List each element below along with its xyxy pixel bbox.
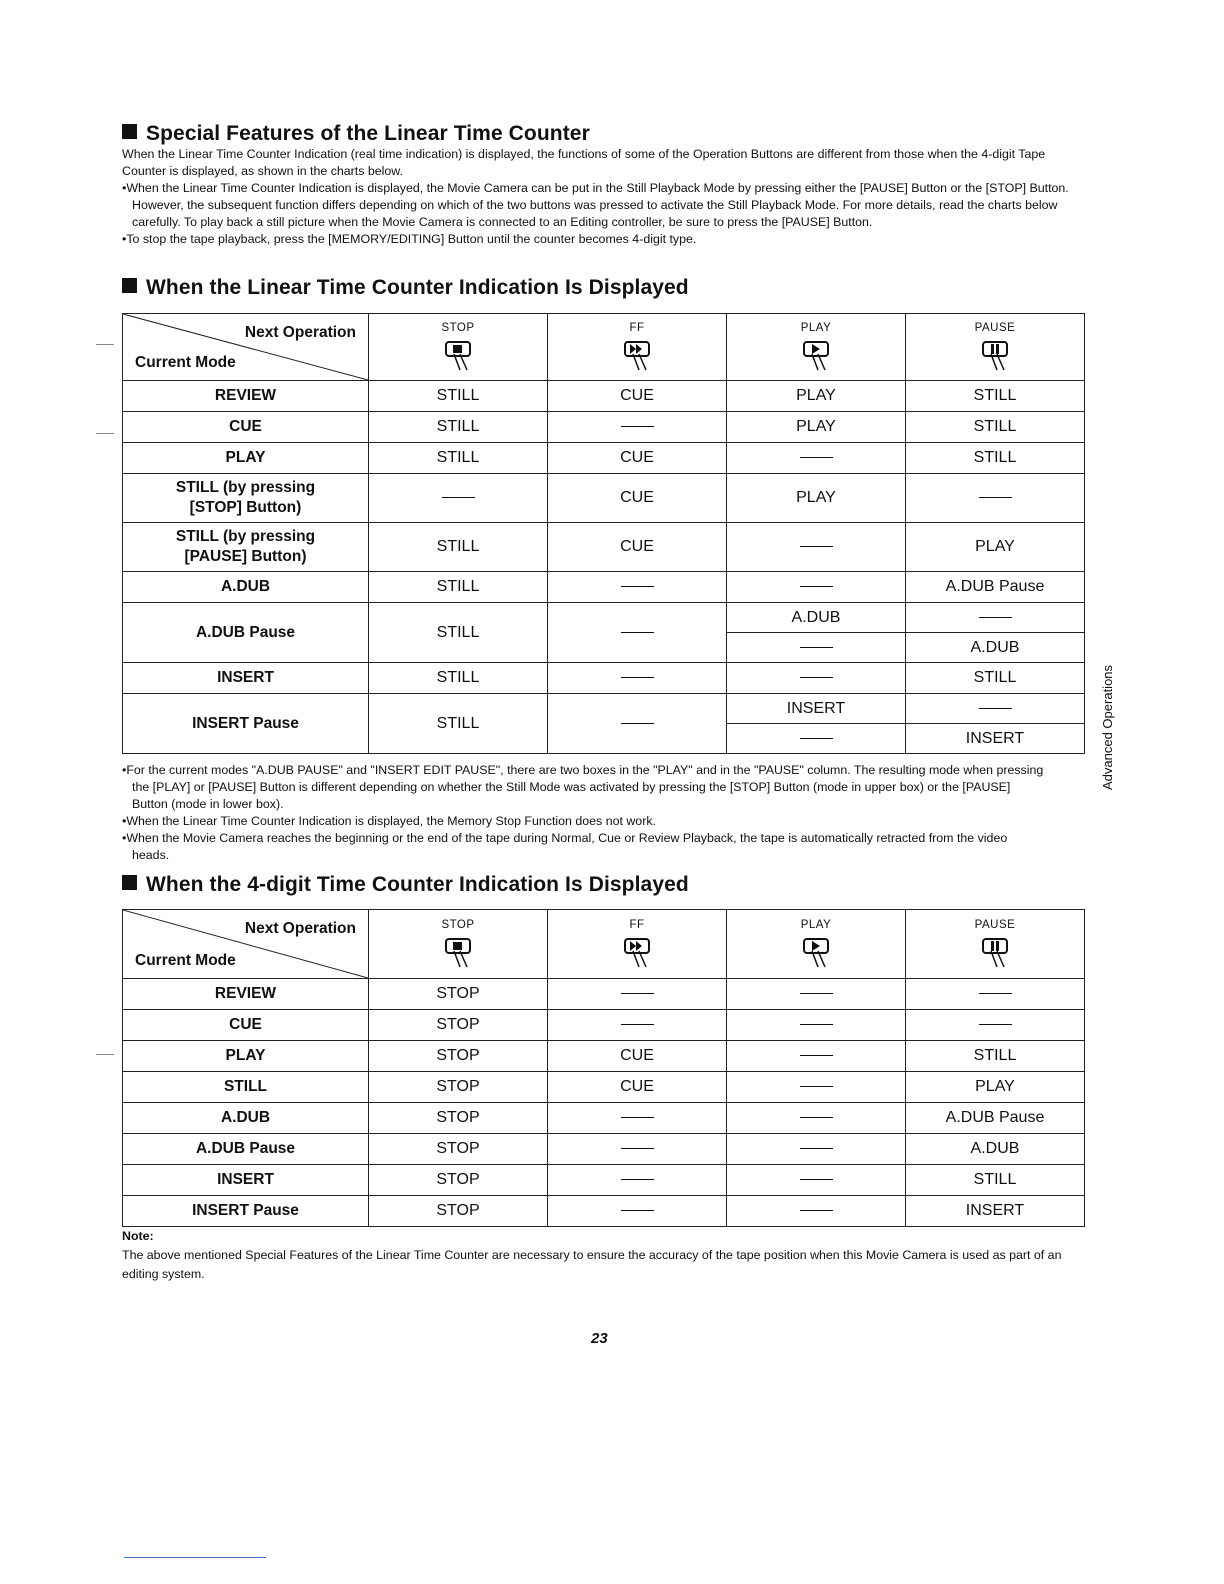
table-row: A.DUB Pause STOP A.DUB	[123, 1134, 1085, 1165]
pause-button-press-icon	[977, 933, 1013, 973]
margin-tick	[96, 1054, 114, 1055]
header-pause: PAUSE	[906, 910, 1085, 979]
dash	[621, 586, 654, 587]
dash	[800, 1055, 833, 1056]
table-corner-header: Next Operation Current Mode	[123, 314, 369, 381]
section-title-linear: When the Linear Time Counter Indication Is Displayed	[122, 276, 689, 300]
page-number: 23	[591, 1330, 608, 1347]
dash	[621, 993, 654, 994]
section-title-4digit: When the 4-digit Time Counter Indication Is Displayed	[122, 873, 689, 897]
header-stop: STOP	[369, 314, 548, 381]
dash	[979, 993, 1012, 994]
dash	[800, 1086, 833, 1087]
dash	[979, 1024, 1012, 1025]
note-body: The above mentioned Special Features of the Linear Time Counter are necessary to ensure the accuracy of the tape position when this Movie Camera is used as part of an editing system.	[122, 1248, 1062, 1281]
table-row: INSERT Pause STOP INSERT	[123, 1196, 1085, 1227]
table-row: REVIEW STILL CUE PLAY STILL	[123, 381, 1085, 412]
dash	[800, 1024, 833, 1025]
header-pause: PAUSE	[906, 314, 1085, 381]
intro-text: When the Linear Time Counter Indication (real time indication) is displayed, the functions of some of the Operation Buttons are different from those when the 4-digit Tape Counter is displayed, as shown in the charts below. •When the Linear Time Counter Indication is displayed, the Movie Camera can be put in the Still Playback Mode by pressing either the [PAUSE] Button or the [STOP] Button. However, the subsequent function differs depending on which of the two buttons was pressed to activate the Still Playback Mode. For more details, read the charts below carefully. To play back a still picture when the Movie Camera is connected to an Editing controller, be sure to press the [PAUSE] Button. •To stop the tape playback, press the [MEMORY/EDITING] Button until the counter becomes 4-digit type.	[122, 147, 1069, 246]
dash	[621, 677, 654, 678]
dash	[621, 632, 654, 633]
table-row: INSERT	[123, 724, 1085, 754]
dash	[800, 1148, 833, 1149]
footer-rule	[124, 1557, 266, 1558]
dash	[800, 546, 833, 547]
table-row: CUE STILL PLAY STILL	[123, 412, 1085, 443]
ff-button-press-icon	[619, 933, 655, 973]
dash	[621, 426, 654, 427]
square-bullet-icon	[122, 875, 137, 890]
dash	[800, 586, 833, 587]
dash	[621, 1117, 654, 1118]
table-row: STILL (by pressing [PAUSE] Button) STILL CUE PLAY	[123, 523, 1085, 572]
table-row: INSERT STILL STILL	[123, 663, 1085, 694]
header-play: PLAY	[727, 910, 906, 979]
square-bullet-icon	[122, 278, 137, 293]
square-bullet-icon	[122, 124, 137, 139]
dash	[979, 708, 1012, 709]
margin-tick	[96, 344, 114, 345]
dash	[800, 1117, 833, 1118]
stop-button-press-icon	[440, 933, 476, 973]
header-stop: STOP	[369, 910, 548, 979]
dash	[800, 738, 833, 739]
table-row: PLAY STOP CUE STILL	[123, 1041, 1085, 1072]
table-row: PLAY STILL CUE STILL	[123, 443, 1085, 474]
table-row: A.DUB	[123, 633, 1085, 663]
dash	[800, 647, 833, 648]
dash	[800, 1210, 833, 1211]
note-heading: Note:	[122, 1229, 154, 1243]
four-digit-counter-table	[122, 909, 1085, 1227]
play-button-press-icon	[798, 933, 834, 973]
margin-tick	[96, 433, 114, 434]
linear-counter-table	[122, 313, 1085, 754]
dash	[800, 457, 833, 458]
table-row: A.DUB Pause STILL A.DUB	[123, 603, 1085, 633]
header-ff: FF	[548, 314, 727, 381]
side-tab-label: Advanced Operations	[1100, 664, 1115, 790]
table-row: A.DUB STOP A.DUB Pause	[123, 1103, 1085, 1134]
header-play: PLAY	[727, 314, 906, 381]
dash	[800, 993, 833, 994]
play-button-press-icon	[798, 336, 834, 376]
dash	[442, 497, 475, 498]
table-row: CUE STOP	[123, 1010, 1085, 1041]
table-row: STILL STOP CUE PLAY	[123, 1072, 1085, 1103]
section-title-special-features: Special Features of the Linear Time Counter	[122, 122, 590, 146]
stop-button-press-icon	[440, 336, 476, 376]
table-row: REVIEW STOP	[123, 979, 1085, 1010]
dash	[800, 1179, 833, 1180]
table1-notes: •For the current modes "A.DUB PAUSE" and "INSERT EDIT PAUSE", there are two boxes in the "PLAY" and in the "PAUSE" column. The resulting mode when pressing the [PLAY] or [PAUSE] Button is different depending on whether the Still Mode was activated by pressing the [STOP] Button (mode in upper box) or the [PAUSE] Button (mode in lower box). •When the Linear Time Counter Indication is displayed, the Memory Stop Function does not work. •When the Movie Camera reaches the beginning or the end of the tape during Normal, Cue or Review Playback, the tape is automatically retracted from the video heads.	[122, 763, 1044, 862]
table-row: A.DUB STILL A.DUB Pause	[123, 572, 1085, 603]
dash	[621, 1210, 654, 1211]
header-ff: FF	[548, 910, 727, 979]
table-row: INSERT Pause STILL INSERT	[123, 694, 1085, 724]
dash	[800, 677, 833, 678]
table-row: INSERT STOP STILL	[123, 1165, 1085, 1196]
dash	[979, 617, 1012, 618]
dash	[621, 1148, 654, 1149]
dash	[621, 723, 654, 724]
dash	[621, 1024, 654, 1025]
table-corner-header: Next Operation Current Mode	[123, 910, 369, 979]
ff-button-press-icon	[619, 336, 655, 376]
table-row: STILL (by pressing [STOP] Button) CUE PLAY	[123, 474, 1085, 523]
pause-button-press-icon	[977, 336, 1013, 376]
dash	[621, 1179, 654, 1180]
dash	[979, 497, 1012, 498]
